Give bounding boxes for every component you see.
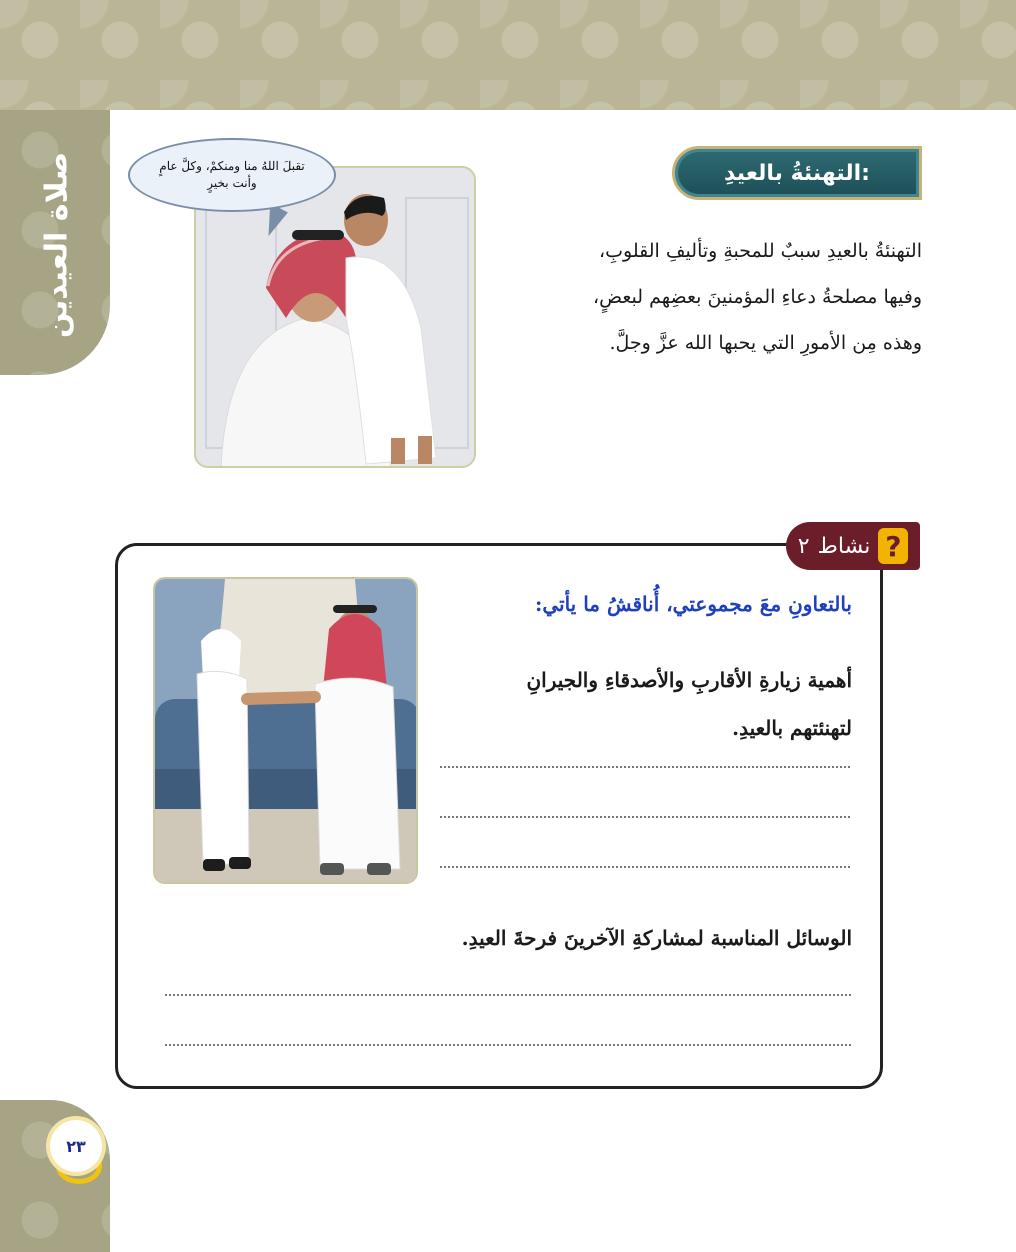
paragraph-line: وهذه مِن الأمورِ التي يحبها الله عزَّ وجلَّ. [609, 332, 922, 354]
question-icon: ? [878, 528, 908, 564]
paragraph-line: وفيها مصلحةُ دعاءِ المؤمنينَ بعضِهم لبعضٍ، [592, 286, 922, 308]
answer-line[interactable] [440, 816, 850, 818]
activity-number: ٢ [797, 533, 810, 559]
speech-line-1: تقبلَ اللهُ منا ومنكمْ، وكلَّ عامٍ [159, 159, 305, 173]
activity-label: نشاط [817, 533, 871, 559]
answer-line[interactable] [440, 766, 850, 768]
header-decorative-band [0, 0, 1016, 110]
page-number: ٢٣ [50, 1120, 102, 1172]
activity-tag [786, 522, 920, 570]
question-1 [440, 656, 852, 752]
question-1-line: أهمية زيارةِ الأقاربِ والأصدقاءِ والجيرانِ [526, 668, 852, 692]
answer-line[interactable] [165, 1044, 851, 1046]
section-heading: التهنئةُ بالعيدِ: [672, 146, 922, 200]
chapter-title: صلاة العيدين [39, 151, 75, 339]
section-paragraph [500, 228, 922, 366]
answer-line[interactable] [165, 994, 851, 996]
speech-bubble [128, 138, 336, 212]
activity-prompt: بالتعاونِ معَ مجموعتي، أُناقشُ ما يأتي: [534, 592, 852, 616]
question-1-line: لتهنئتهم بالعيدِ. [732, 716, 852, 740]
answer-line[interactable] [440, 866, 850, 868]
speech-line-2: وأنت بخيرٍ [207, 176, 257, 190]
paragraph-line: التهنئةُ بالعيدِ سببٌ للمحبةِ وتأليفِ القلوبِ، [599, 240, 922, 262]
handshake-photo [153, 577, 418, 884]
question-2: الوسائل المناسبة لمشاركةِ الآخرينَ فرحةَ العيدِ. [461, 926, 852, 950]
